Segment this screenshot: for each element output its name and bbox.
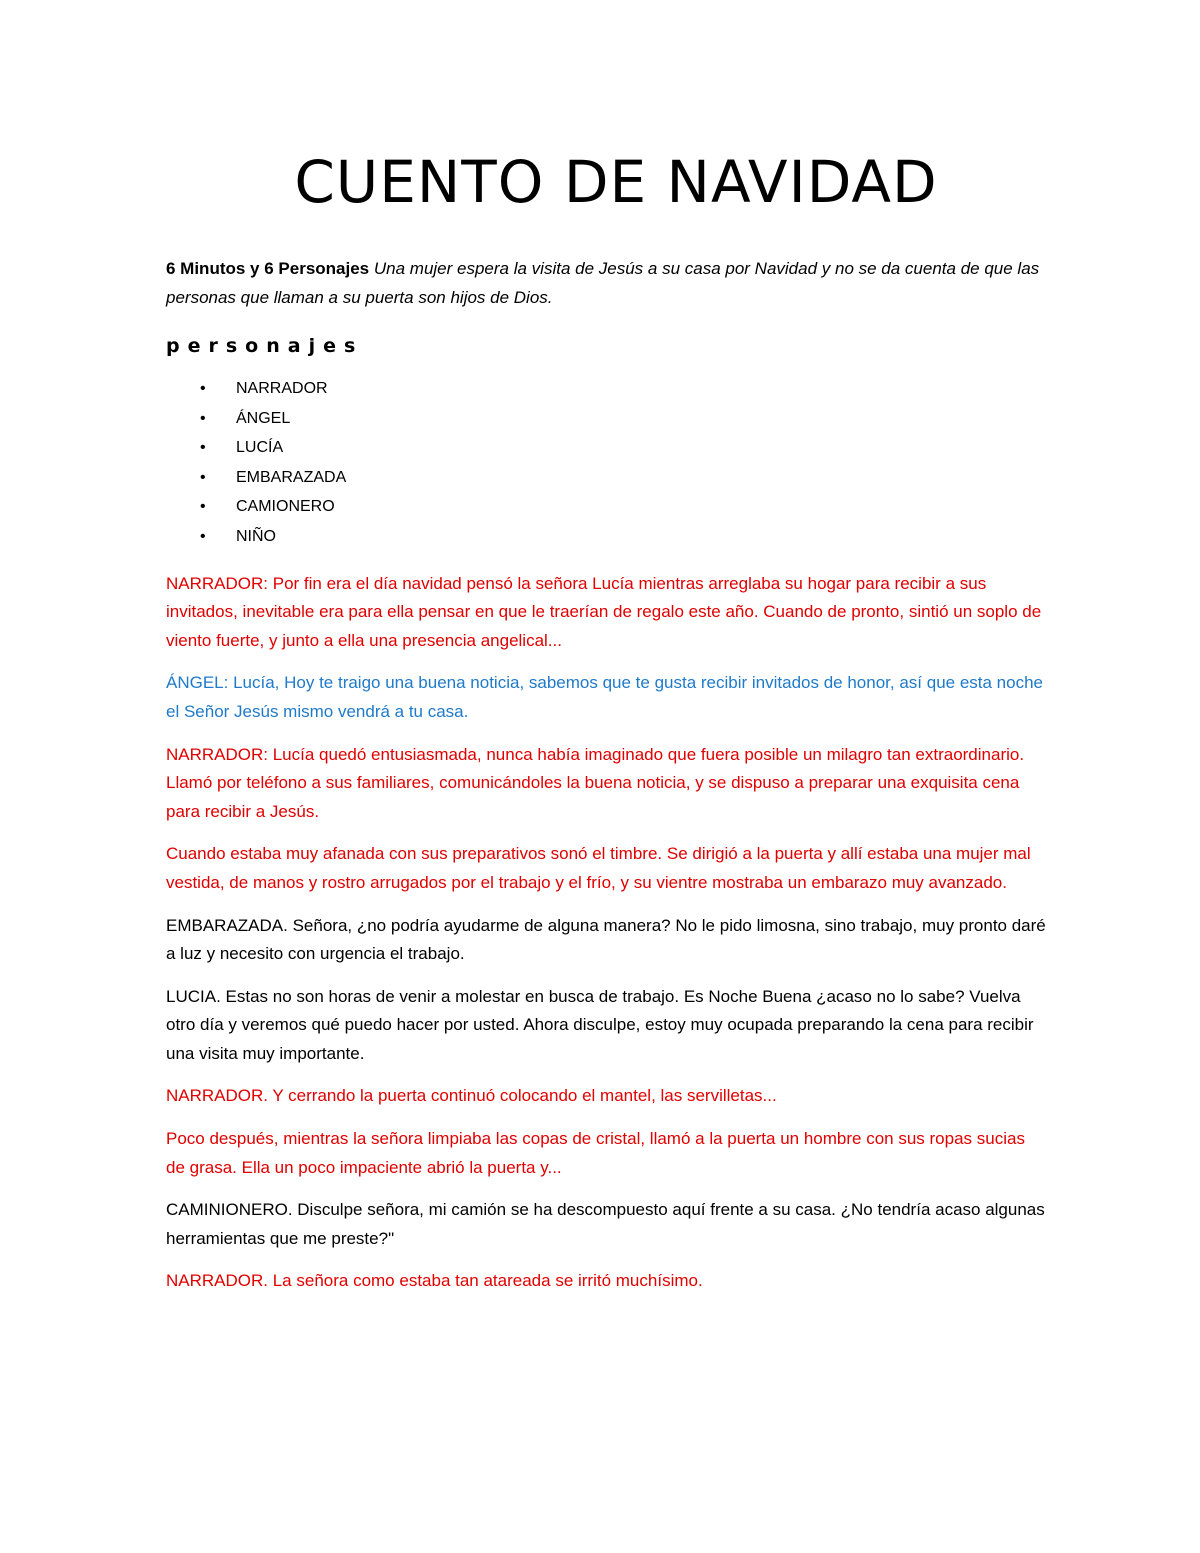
story-body [166, 570, 1046, 1296]
character-item [166, 404, 1046, 434]
character-item [166, 522, 1046, 552]
document-page [166, 148, 1046, 1310]
character-name: ÁNGEL [236, 409, 291, 427]
character-item [166, 433, 1046, 463]
bullet-icon: • [200, 380, 206, 397]
character-name: CAMIONERO [236, 498, 335, 516]
bullet-icon: • [200, 409, 206, 427]
bullet-icon: • [200, 439, 206, 457]
story-paragraph: Cuando estaba muy afanada con sus preparativos sonó el timbre. Se dirigió a la puerta y allí estaba una mujer mal vestida, de manos y rostro arrugados por el trabajo y el frío, y su vientre mostraba un embarazo muy avanzado. [166, 844, 1031, 892]
bullet-icon: • [200, 498, 206, 516]
bullet-icon: • [200, 468, 206, 486]
character-name: EMBARAZADA [236, 468, 347, 486]
character-name: LUCÍA [236, 439, 284, 457]
character-name: NARRADOR [236, 380, 328, 397]
characters-heading: personajes [166, 335, 364, 357]
story-paragraph: NARRADOR: Lucía quedó entusiasmada, nunca había imaginado que fuera posible un milagro tan extraordinario. Llamó por teléfono a sus familiares, comunicándoles la buena noticia, y se dispuso a preparar una exquisita cena para recibir a Jesús. [166, 744, 1025, 821]
character-item [166, 463, 1046, 493]
characters-list [166, 374, 1046, 552]
story-paragraph: CAMINIONERO. Disculpe señora, mi camión se ha descompuesto aquí frente a su casa. ¿No tendría acaso algunas herramientas que me preste?" [166, 1200, 1045, 1248]
intro-paragraph [166, 254, 1046, 312]
story-paragraph: NARRADOR. Y cerrando la puerta continuó colocando el mantel, las servilletas... [166, 1086, 777, 1106]
intro-lead: 6 Minutos y 6 Personajes [166, 259, 370, 278]
intro-description: Una mujer espera la visita de Jesús a su casa por Navidad y no se da cuenta de que las personas que llaman a su puerta son hijos de Dios. [166, 259, 1040, 307]
story-paragraph: NARRADOR. La señora como estaba tan atareada se irritó muchísimo. [166, 1271, 703, 1291]
document-title: CUENTO DE NAVIDAD [294, 148, 938, 216]
story-paragraph: EMBARAZADA. Señora, ¿no podría ayudarme de alguna manera? No le pido limosna, sino trabajo, muy pronto daré a luz y necesito con urgencia el trabajo. [166, 915, 1046, 964]
story-paragraph: LUCIA. Estas no son horas de venir a molestar en busca de trabajo. Es Noche Buena ¿acaso no lo sabe? Vuelva otro día y veremos qué puedo hacer por usted. Ahora disculpe, estoy muy ocupada preparando la cena para recibir una visita muy importante. [166, 986, 1034, 1063]
character-item [166, 374, 1046, 404]
character-item [166, 492, 1046, 522]
bullet-icon: • [200, 527, 206, 545]
story-paragraph: NARRADOR: Por fin era el día navidad pensó la señora Lucía mientras arreglaba su hogar para recibir a sus invitados, inevitable era para ella pensar en que le traerían de regalo este año. Cuando de pronto, sintió un soplo de viento fuerte, y junto a ella una presencia angelical... [166, 573, 1042, 650]
story-paragraph: Poco después, mientras la señora limpiaba las copas de cristal, llamó a la puerta un hombre con sus ropas sucias de grasa. Ella un poco impaciente abrió la puerta y... [166, 1129, 1025, 1177]
character-name: NIÑO [236, 527, 276, 545]
story-paragraph: ÁNGEL: Lucía, Hoy te traigo una buena noticia, sabemos que te gusta recibir invitados de honor, así que esta noche el Señor Jesús mismo vendrá a tu casa. [166, 673, 1043, 721]
